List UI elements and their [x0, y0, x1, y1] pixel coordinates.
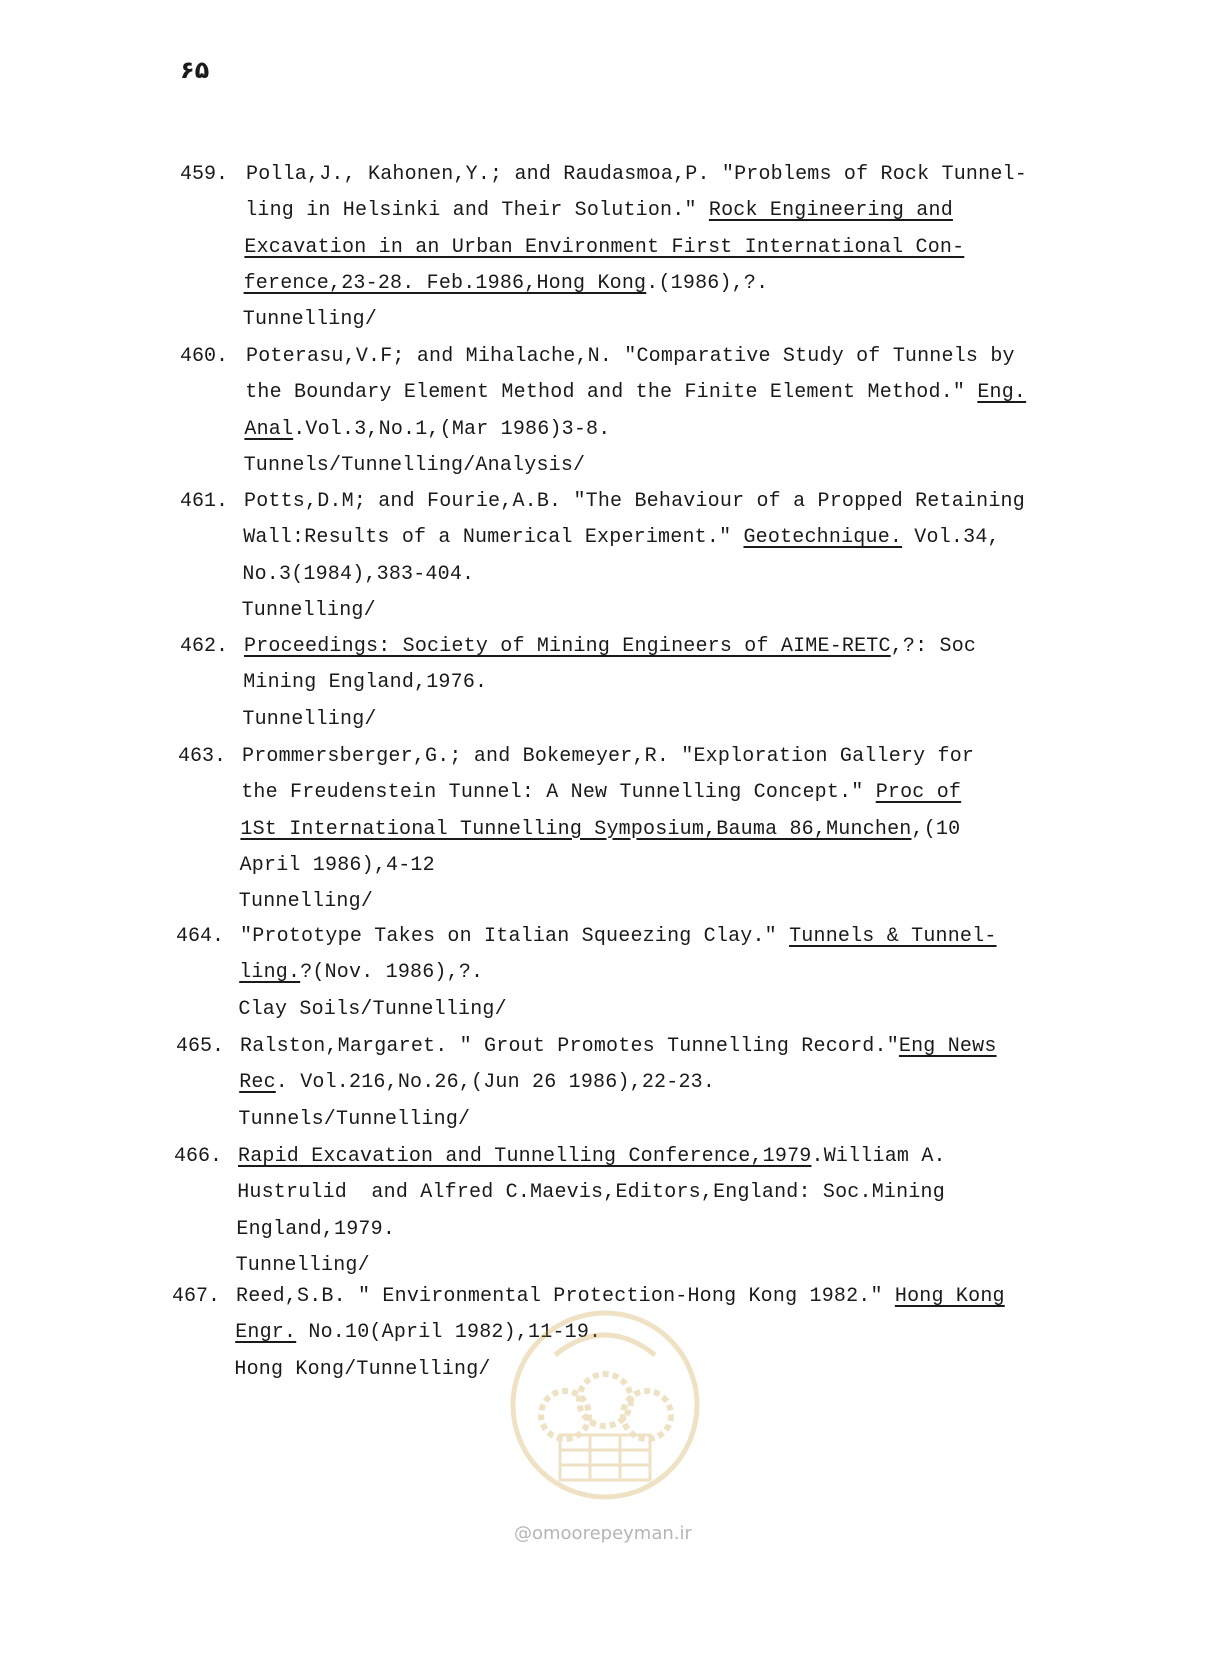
reference-line [240, 818, 960, 842]
source-title: ling. [239, 961, 301, 985]
reference-number: 460. [180, 345, 229, 368]
reference-text: No.3(1984),383-404. [242, 562, 475, 586]
reference-text: Poterasu,V.F; and Mihalache,N. "Comparative Study of Tunnels by [246, 345, 1015, 368]
reference-line [238, 1108, 470, 1132]
reference-line [244, 490, 1025, 514]
reference-text: Ralston,Margaret. " Grout Promotes Tunnelling Record." [240, 1035, 899, 1058]
reference-text: Hong Kong/Tunnelling/ [234, 1357, 491, 1381]
reference-text: .(1986),?. [646, 271, 769, 295]
reference-line [238, 998, 506, 1022]
reference-text: .Vol.3,No.1,(Mar 1986)3-8. [293, 417, 611, 441]
reference-line [237, 1181, 945, 1205]
reference-line [236, 1254, 370, 1278]
source-title: Eng News [898, 1035, 997, 1058]
reference-number: 465. [176, 1035, 225, 1058]
reference-text: Clay Soils/Tunnelling/ [238, 997, 507, 1021]
reference-text: England,1979. [236, 1217, 396, 1241]
reference-text: Reed,S.B. " Environmental Protection-Hong Kong 1982." [236, 1285, 895, 1308]
reference-line [244, 272, 769, 296]
source-title: Rec [239, 1071, 276, 1095]
reference-line [236, 1218, 395, 1242]
reference-text: .William A. [811, 1145, 946, 1168]
reference-line [244, 418, 610, 442]
reference-number: 466. [174, 1145, 223, 1168]
reference-number: 464. [176, 925, 225, 948]
reference-line [244, 635, 976, 659]
watermark-text: @omoorepeyman.ir [514, 1523, 692, 1544]
reference-text: ?(Nov. 1986),?. [300, 961, 484, 985]
source-title: Proc of [875, 781, 962, 805]
reference-text: ,?: Soc [890, 635, 977, 658]
reference-text: Mining England,1976. [243, 671, 488, 695]
reference-line [240, 925, 997, 949]
reference-line [246, 163, 1027, 187]
source-title: Hong Kong [894, 1285, 1005, 1308]
reference-line [244, 236, 964, 260]
reference-text: ,(10 [911, 817, 961, 841]
source-title: Engr. [235, 1321, 297, 1345]
reference-line [243, 671, 487, 695]
reference-text: Hustrulid and Alfred C.Maevis,Editors,England: Soc.Mining [237, 1181, 945, 1205]
reference-number: 467. [172, 1285, 221, 1308]
reference-line [239, 961, 483, 985]
reference-text: Tunnelling/ [242, 707, 377, 731]
reference-line [244, 454, 586, 478]
source-title: Geotechnique. [743, 526, 903, 550]
reference-line [242, 599, 376, 623]
reference-text: Tunnels/Tunnelling/Analysis/ [243, 453, 586, 477]
reference-text: Tunnelling/ [235, 1253, 370, 1277]
reference-line [243, 526, 1000, 550]
reference-line [241, 781, 961, 805]
reference-line [234, 1358, 490, 1382]
reference-text: Tunnelling/ [238, 890, 374, 914]
source-title: ference,23-28. Feb.1986,Hong Kong [243, 271, 647, 295]
reference-line [239, 890, 373, 914]
reference-text: Prommersberger,G.; and Bokemeyer,R. "Exploration Gallery for [242, 745, 975, 768]
reference-line [245, 199, 953, 223]
reference-number: 463. [178, 745, 227, 768]
reference-text: "Prototype Takes on Italian Squeezing Clay." [240, 925, 790, 948]
page-number: ۶۵ [180, 56, 210, 84]
reference-line [246, 345, 1015, 369]
watermark-seal-icon [505, 1305, 705, 1505]
source-title: Rapid Excavation and Tunnelling Conference,1979 [238, 1145, 812, 1168]
reference-line [242, 563, 474, 587]
reference-line [245, 381, 1026, 405]
source-title: Tunnels & Tunnel- [789, 925, 997, 948]
reference-line [242, 745, 974, 769]
source-title: 1St International Tunnelling Symposium,Bauma 86,Munchen [240, 817, 912, 841]
reference-text: Wall:Results of a Numerical Experiment." [243, 526, 744, 550]
reference-line [238, 1145, 946, 1169]
reference-text: April 1986),4-12 [239, 853, 435, 877]
reference-number: 462. [180, 635, 229, 658]
reference-text: ling in Helsinki and Their Solution." [245, 199, 709, 223]
reference-text: Polla,J., Kahonen,Y.; and Raudasmoa,P. "Problems of Rock Tunnel- [246, 163, 1027, 186]
reference-text: the Freudenstein Tunnel: A New Tunnelling Concept." [241, 781, 876, 805]
reference-line [243, 308, 377, 332]
reference-text: Tunnels/Tunnelling/ [238, 1107, 471, 1131]
reference-text: Tunnelling/ [241, 598, 376, 622]
reference-number: 459. [180, 163, 229, 186]
reference-text: Vol.34, [902, 526, 1000, 550]
reference-line [240, 854, 435, 878]
reference-number: 461. [180, 490, 229, 513]
reference-text: No.10(April 1982),11-19. [296, 1321, 602, 1345]
source-title: Eng. [977, 381, 1027, 405]
reference-text: Tunnelling/ [242, 308, 378, 332]
source-title: Excavation in an Urban Environment First International Con- [244, 235, 965, 259]
source-title: Proceedings: Society of Mining Engineers of AIME-RETC [244, 635, 891, 658]
reference-text: . Vol.216,No.26,(Jun 26 1986),22-23. [275, 1071, 716, 1095]
source-title: Anal [244, 417, 294, 441]
reference-text: Potts,D.M; and Fourie,A.B. "The Behaviour of a Propped Retaining [244, 490, 1025, 513]
reference-line [239, 1071, 715, 1095]
reference-text: the Boundary Element Method and the Finite Element Method." [245, 381, 978, 405]
reference-line [242, 708, 376, 732]
source-title: Rock Engineering and [708, 199, 953, 223]
reference-line [240, 1035, 997, 1059]
